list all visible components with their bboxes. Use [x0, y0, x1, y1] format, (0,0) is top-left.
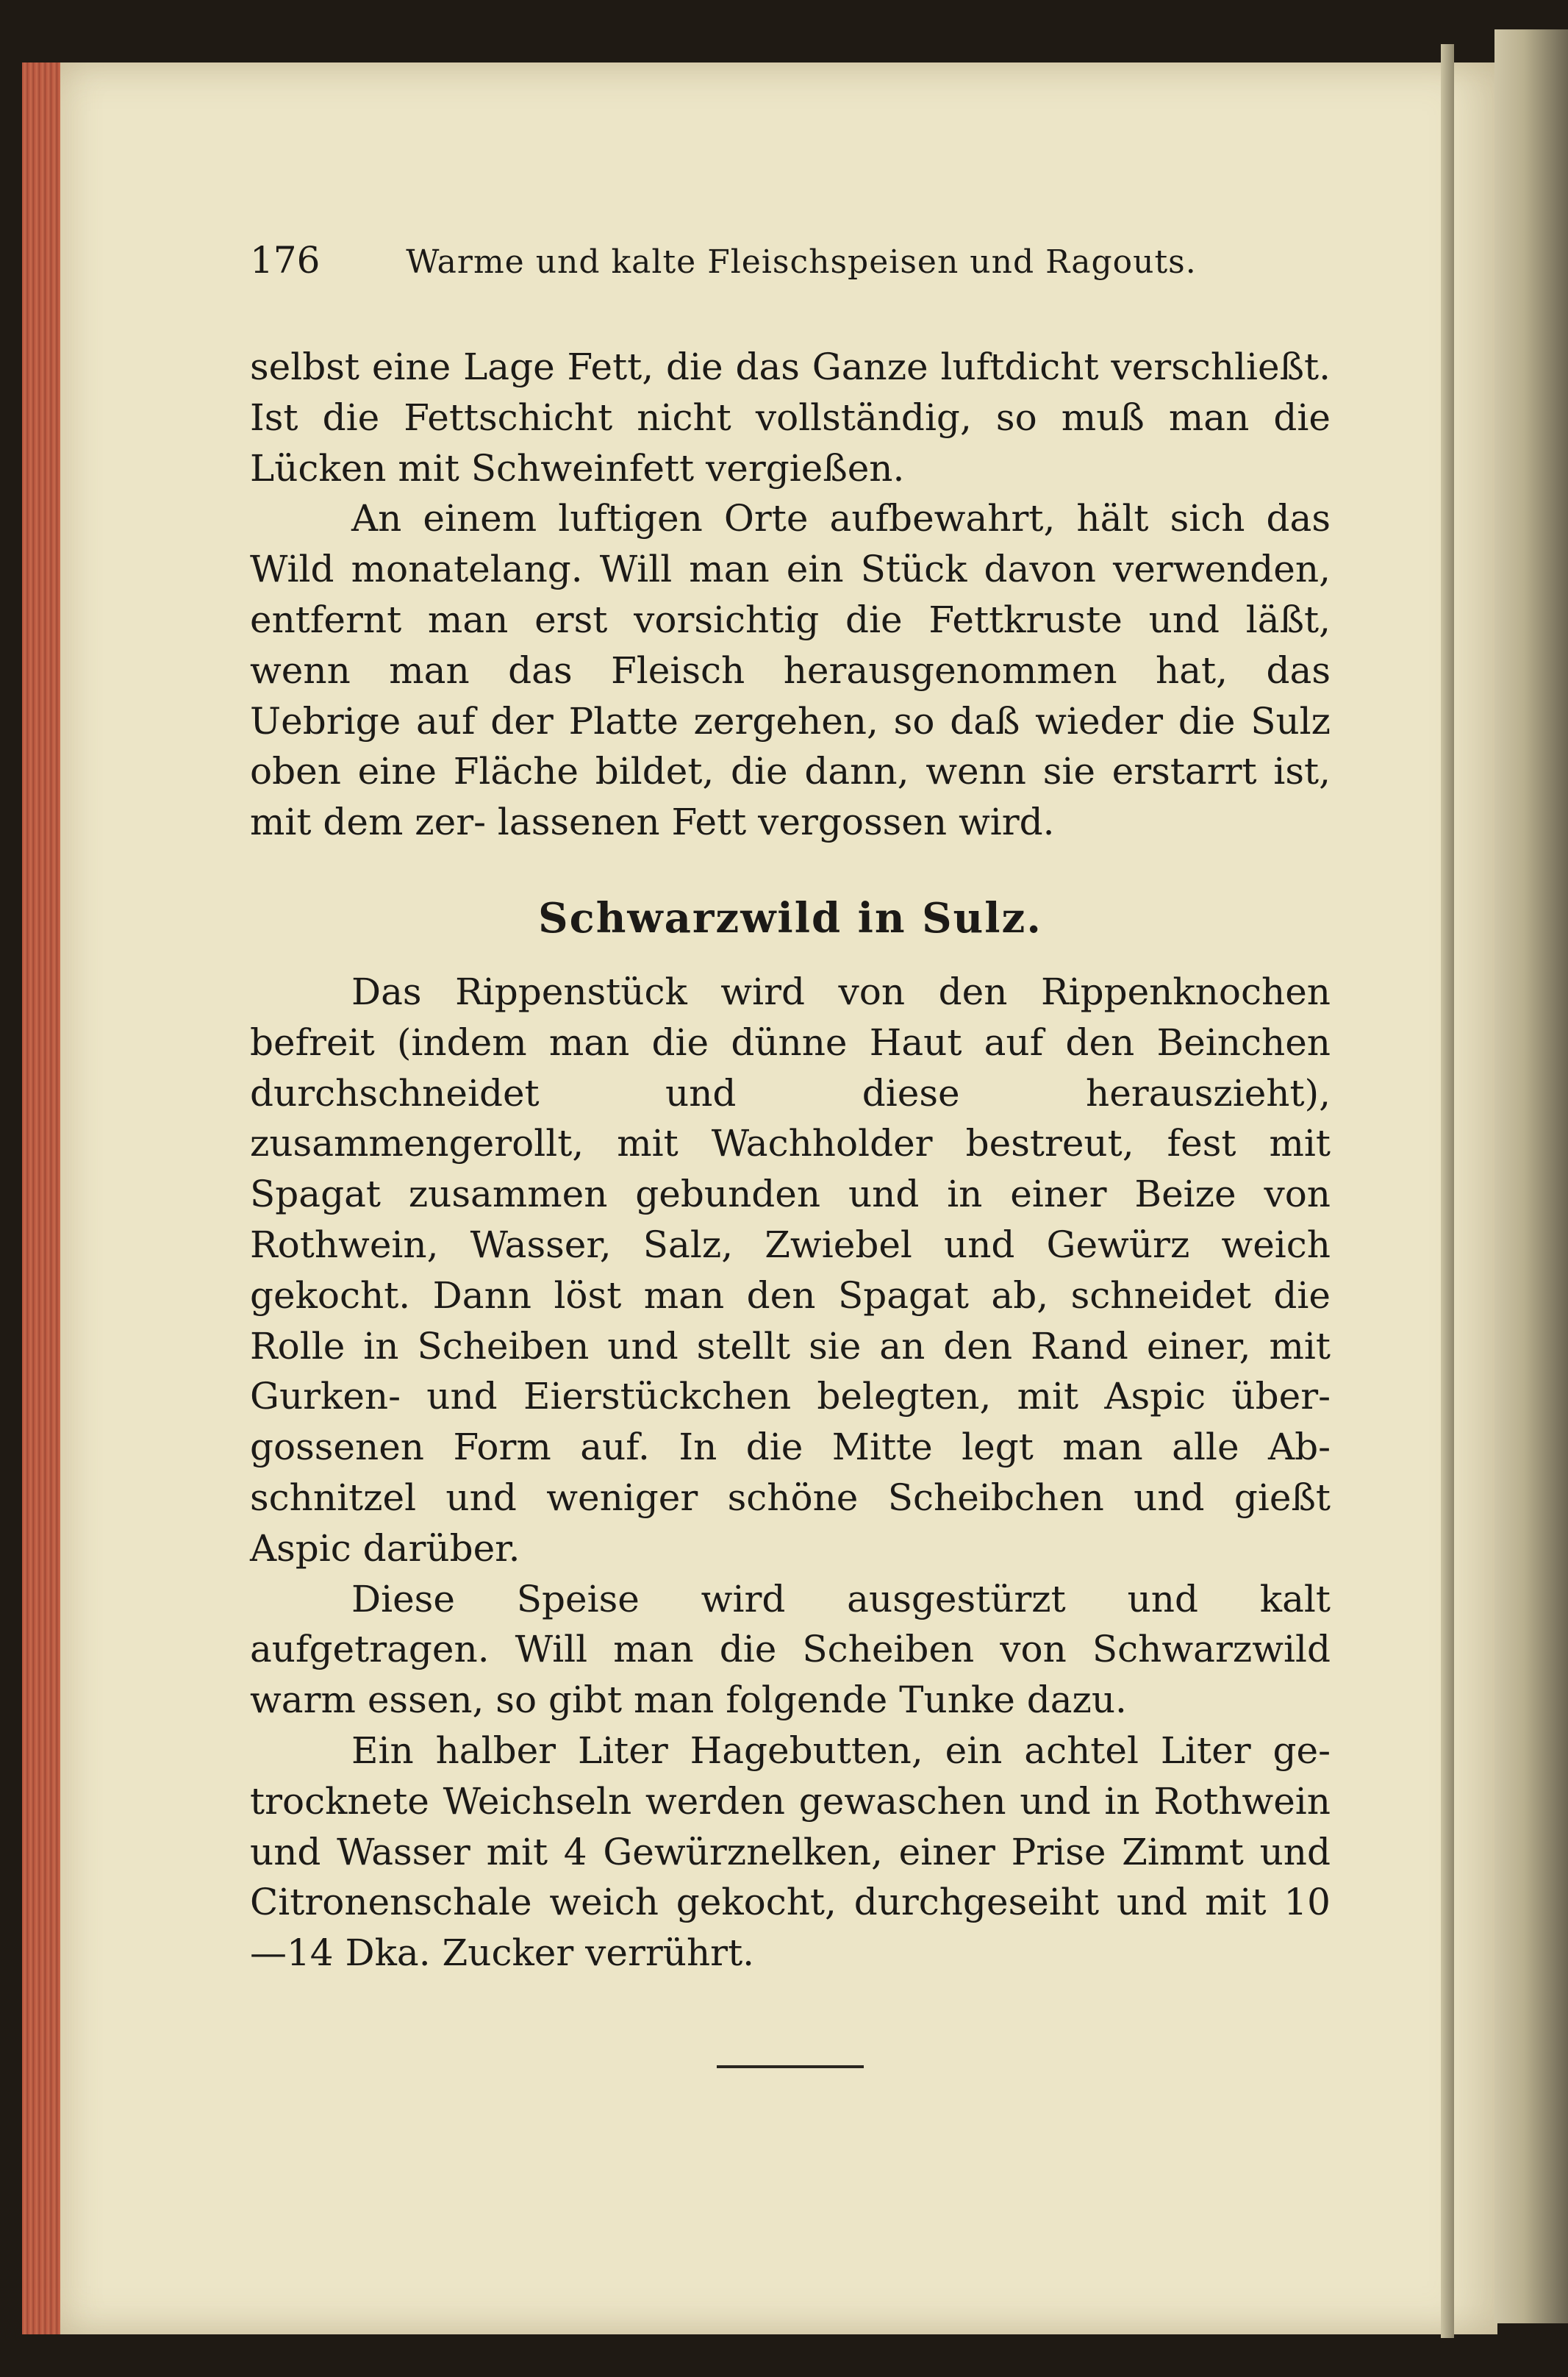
page-fold	[1441, 44, 1454, 2338]
red-page-edges	[22, 62, 66, 2334]
next-page-edge	[1494, 29, 1568, 2323]
section-heading: Schwarzwild in Sulz.	[538, 893, 1042, 943]
paragraph-continued: selbst eine Lage Fett, die das Ganze luftdicht verschließt. Ist die Fettschicht nicht vollständig, so muß man die Lücken mit Schweinfett vergießen.	[250, 346, 1331, 490]
running-head	[250, 239, 1331, 298]
paragraph-preparation: Das Rippenstück wird von den Rippenknochen befreit (indem man die dünne Haut auf den Beinchen durchschneidet und diese herauszieht), zusammengerollt, mit Wachholder bestreut, fest mit Spagat zusammen gebunden und in einer Beize von Rothwein, Wasser, Salz, Zwiebel und Gewürz weich gekocht. Dann löst man den Spagat ab, schneidet die Rolle in Scheiben und stellt sie an den Rand einer, mit Gurken- und Eierstückchen belegten, mit Aspic über- gossenen Form auf. In die Mitte legt man alle Ab- schnitzel und weniger schöne Scheibchen und gießt Aspic darüber.	[250, 970, 1331, 1570]
paragraph-sauce: Ein halber Liter Hagebutten, ein achtel Liter ge- trocknete Weichseln werden gewaschen und in Rothwein und Wasser mit 4 Gewürznelken, einer Prise Zimmt und Citronenschale weich gekocht, durchgeseiht und mit 10—14 Dka. Zucker verrührt.	[250, 1729, 1331, 1975]
end-rule	[717, 2065, 864, 2068]
page-number: 176	[250, 239, 321, 282]
paragraph-serving: Diese Speise wird ausgestürzt und kalt aufgetragen. Will man die Scheiben von Schwarzwild warm essen, so gibt man folgende Tunke dazu.	[250, 1577, 1331, 1722]
paragraph-storage: An einem luftigen Orte aufbewahrt, hält sich das Wild monatelang. Will man ein Stück davon verwenden, entfernt man erst vorsichtig die Fettkruste und läßt, wenn man das Fleisch herausgenommen hat, das Uebrige auf der Platte zergehen, so daß wieder die Sulz oben eine Fläche bildet, die dann, wenn sie erstarrt ist, mit dem zer- lassenen Fett vergossen wird.	[250, 497, 1331, 844]
page-content	[250, 239, 1331, 2068]
running-title: Warme und kalte Fleischspeisen und Ragouts.	[406, 243, 1197, 281]
